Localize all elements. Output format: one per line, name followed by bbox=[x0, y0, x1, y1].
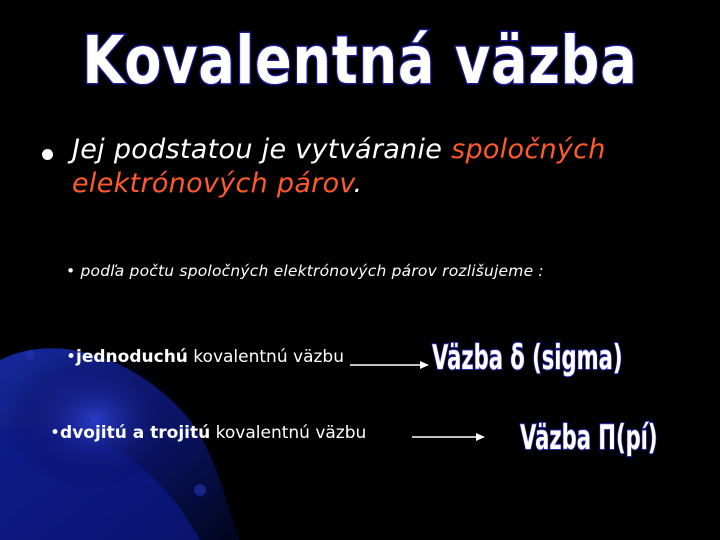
bullet-text-after: . bbox=[353, 168, 363, 199]
subtitle: • podľa počtu spoločných elektrónových párov rozlišujeme : bbox=[66, 262, 544, 280]
bullet-text-accent: spoločných elektrónových párov bbox=[72, 134, 606, 199]
sigma-bond-label: Väzba δ (sigma) bbox=[432, 338, 623, 378]
row-rest: kovalentnú väzbu bbox=[210, 423, 367, 443]
pi-bond-label: Väzba Π(pí) bbox=[520, 418, 658, 458]
row-prefix: • bbox=[66, 347, 77, 367]
arrow-right-icon bbox=[350, 361, 429, 369]
row-bold-term: jednoduchú bbox=[76, 347, 188, 367]
bullet-text-before: Jej podstatou je vytváranie bbox=[72, 134, 452, 165]
slide-title: Kovalentná väzba bbox=[82, 22, 638, 99]
arrow-right-icon bbox=[412, 433, 485, 441]
row-prefix: • bbox=[50, 423, 61, 443]
row-bold-term: dvojitú a trojitú bbox=[60, 423, 211, 443]
row-rest: kovalentnú väzbu bbox=[187, 347, 344, 367]
